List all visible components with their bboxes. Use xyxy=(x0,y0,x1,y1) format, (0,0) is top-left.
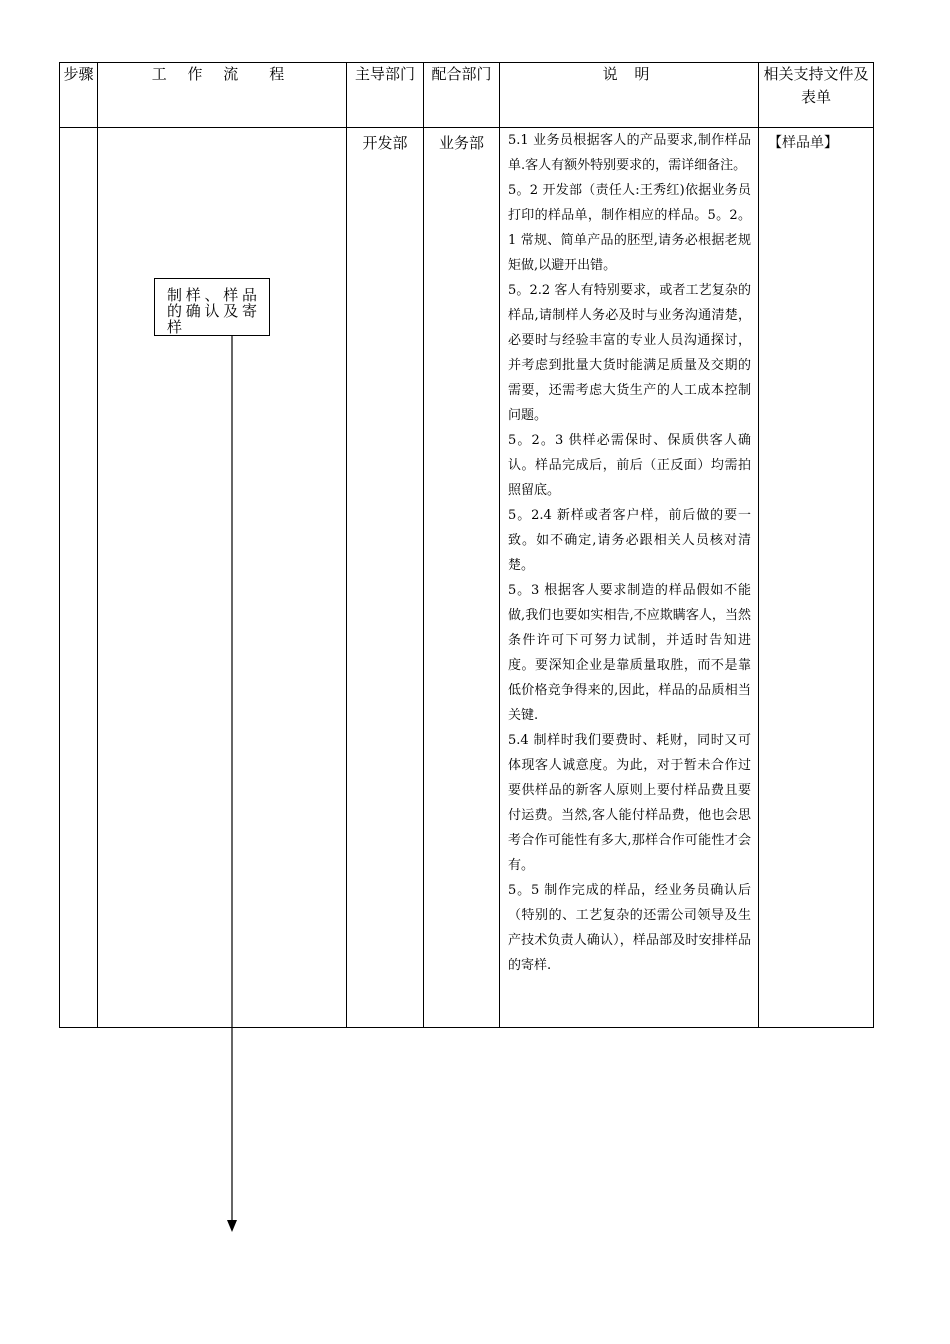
header-work-flow: 工 作 流 程 xyxy=(98,63,347,128)
desc-paragraph: 5。3 根据客人要求制造的样品假如不能做,我们也要如实相告,不应欺瞒客人，当然条件许可下可努力试制，并适时告知进度。要深知企业是靠质量取胜，而不是靠低价格竞争得来的,因此，样品的品质相当关键. xyxy=(508,583,751,723)
header-main-dept: 主导部门 xyxy=(347,63,424,128)
process-table xyxy=(59,62,874,1028)
header-step: 步骤 xyxy=(60,63,98,128)
header-row xyxy=(60,63,874,128)
header-coop-dept: 配合部门 xyxy=(424,63,500,128)
flow-cell xyxy=(98,128,347,1028)
arrowhead-icon xyxy=(227,1220,237,1232)
desc-paragraph: 5。2.4 新样或者客户样，前后做的要一致。如不确定,请务必跟相关人员核对清楚。 xyxy=(508,508,751,573)
desc-paragraph: 5.4 制样时我们要费时、耗财，同时又可体现客人诚意度。为此，对于暂未合作过要供样品的新客人原则上要付样品费且要付运费。当然,客人能付样品费，他也会思考合作可能性有多大,那样合作可能性才会有。 xyxy=(508,733,751,873)
desc-paragraph: 5。2。3 供样必需保时、保质供客人确认。样品完成后，前后（正反面）均需拍照留底。 xyxy=(508,433,751,498)
description-cell xyxy=(500,128,759,1028)
header-description: 说 明 xyxy=(500,63,759,128)
support-docs-cell: 【样品单】 xyxy=(759,128,874,1028)
desc-paragraph: 5。5 制作完成的样品，经业务员确认后（特别的、工艺复杂的还需公司领导及生产技术负责人确认），样品部及时安排样品的寄样. xyxy=(508,883,751,973)
step-cell xyxy=(60,128,98,1028)
table-row xyxy=(60,128,874,1028)
header-support-docs: 相关支持文件及表单 xyxy=(759,63,874,128)
main-dept-cell: 开发部 xyxy=(347,128,424,1028)
desc-paragraph: 5。2 开发部（责任人:王秀红)依据业务员打印的样品单，制作相应的样品。5。2。1 常规、简单产品的胚型,请务必根据老规矩做,以避开出错。 xyxy=(508,183,751,273)
desc-paragraph: 5。2.2 客人有特别要求，或者工艺复杂的样品,请制样人务必及时与业务沟通清楚，必要时与经验丰富的专业人员沟通探讨，并考虑到批量大货时能满足质量及交期的需要，还需考虑大货生产的人工成本控制问题。 xyxy=(508,283,751,423)
desc-paragraph: 5.1 业务员根据客人的产品要求,制作样品单.客人有额外特别要求的，需详细备注。 xyxy=(508,133,751,173)
coop-dept-cell: 业务部 xyxy=(424,128,500,1028)
flow-arrow xyxy=(224,336,240,1236)
flow-step-box: 制样、样品的确认及寄样 xyxy=(154,278,270,336)
